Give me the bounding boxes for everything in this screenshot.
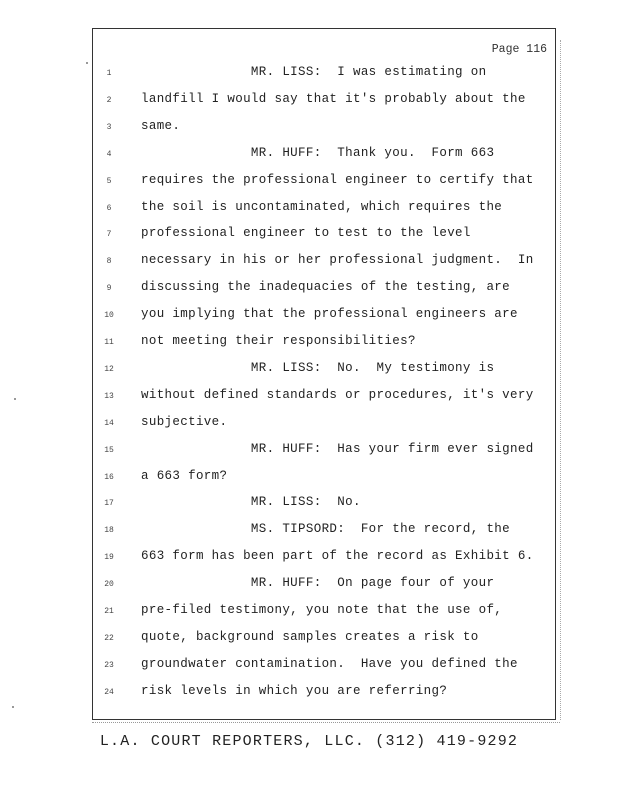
transcript-line <box>93 171 553 191</box>
line-number: 24 <box>104 687 114 697</box>
line-text: not meeting their responsibilities? <box>141 334 416 348</box>
line-number: 16 <box>104 472 114 482</box>
line-text: necessary in his or her professional judgment. In <box>141 253 534 268</box>
line-number: 20 <box>104 580 114 590</box>
line-text: MR. LISS: No. My testimony is <box>141 360 495 375</box>
transcript-line <box>93 413 553 433</box>
transcript-line <box>93 467 553 487</box>
line-text: same. <box>141 118 181 133</box>
line-number: 2 <box>106 95 112 105</box>
line-number: 5 <box>106 176 112 186</box>
line-text: MR. HUFF: Thank you. Form 663 <box>141 145 495 160</box>
line-text: landfill I would say that it's probably about the <box>141 91 526 106</box>
transcript-line <box>93 117 553 137</box>
transcript-line <box>93 359 553 379</box>
court-reporter-footer: L.A. COURT REPORTERS, LLC. (312) 419-9292 <box>99 733 519 750</box>
line-text: MR. LISS: No. <box>141 495 361 510</box>
line-text: groundwater contamination. Have you defined the <box>141 656 518 671</box>
line-number: 14 <box>104 418 114 428</box>
line-text: without defined standards or procedures, it's very <box>141 387 534 402</box>
transcript-line <box>93 144 553 164</box>
line-number: 3 <box>106 122 112 132</box>
line-number: 13 <box>104 391 114 401</box>
line-number: 18 <box>104 526 114 536</box>
line-text: a 663 form? <box>141 468 228 483</box>
page-number: Page 116 <box>491 43 547 56</box>
line-number: 19 <box>104 553 114 563</box>
line-text: quote, background samples creates a risk to <box>141 629 479 644</box>
scan-speck <box>86 62 88 64</box>
line-text: MR. HUFF: On page four of your <box>141 576 495 591</box>
line-number: 17 <box>104 499 114 509</box>
scan-edge-bottom <box>92 722 560 725</box>
scan-edge-right <box>560 40 563 720</box>
transcript-line <box>93 628 553 648</box>
transcript-line <box>93 63 553 83</box>
transcript-line <box>93 251 553 271</box>
line-text: pre-filed testimony, you note that the use of, <box>141 603 503 617</box>
line-text: you implying that the professional engineers are <box>141 307 518 322</box>
line-number: 11 <box>104 338 114 347</box>
line-text: MR. HUFF: Has your firm ever signed <box>141 441 534 456</box>
line-number: 12 <box>104 364 114 374</box>
transcript-line <box>93 547 553 567</box>
transcript-line <box>93 90 553 110</box>
transcript-line <box>93 198 553 218</box>
transcript-line <box>93 305 553 325</box>
line-text: requires the professional engineer to certify that <box>141 172 534 187</box>
line-number: 10 <box>104 311 114 321</box>
scan-speck <box>12 706 14 708</box>
transcript-line <box>93 601 553 621</box>
line-number: 15 <box>104 445 114 455</box>
transcript-line <box>93 386 553 406</box>
line-number: 21 <box>104 607 114 616</box>
scan-speck <box>14 398 16 400</box>
line-number: 9 <box>106 284 112 294</box>
transcript-page-frame <box>92 28 556 720</box>
line-text: 663 form has been part of the record as Exhibit 6. <box>141 549 534 564</box>
transcript-line <box>93 278 553 298</box>
line-number: 1 <box>106 69 112 78</box>
line-number: 23 <box>104 660 114 670</box>
transcript-line <box>93 332 553 352</box>
line-number: 22 <box>104 633 114 643</box>
line-text: risk levels in which you are referring? <box>141 683 448 698</box>
transcript-line <box>93 574 553 594</box>
line-number: 4 <box>106 149 112 159</box>
transcript-line <box>93 682 553 702</box>
line-text: MS. TIPSORD: For the record, the <box>141 522 511 537</box>
transcript-line <box>93 520 553 540</box>
line-text: discussing the inadequacies of the testing, are <box>141 280 511 295</box>
transcript-line <box>93 493 553 513</box>
line-number: 8 <box>106 257 112 267</box>
line-number: 7 <box>106 230 112 240</box>
line-text: subjective. <box>141 414 228 429</box>
transcript-line <box>93 224 553 244</box>
line-text: professional engineer to test to the level <box>141 226 471 241</box>
transcript-line <box>93 440 553 460</box>
line-text: MR. LISS: I was estimating on <box>141 65 487 79</box>
transcript-line <box>93 655 553 675</box>
line-text: the soil is uncontaminated, which requires the <box>141 199 503 214</box>
line-number: 6 <box>106 203 112 213</box>
